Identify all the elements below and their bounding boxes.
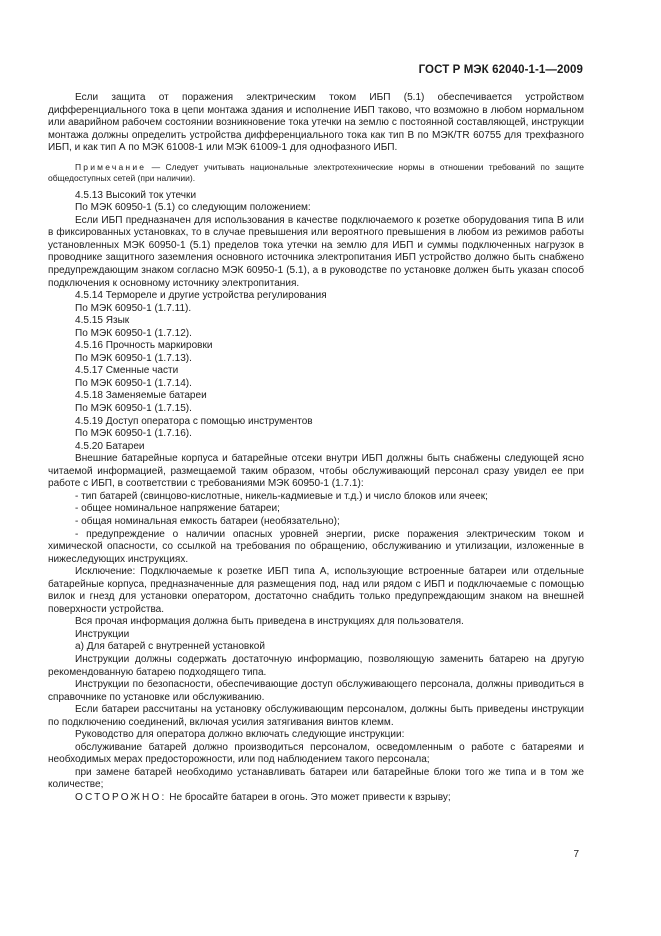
paragraph: Если ИБП предназначен для использования в качестве подключаемого к розетке оборудования типа В или в фиксированных установках, то в случае превышения или вероятного превышения в любом из режимов работы установленных МЭК 60950-1 (5.1) пределов тока утечки на землю для ИБП и суммы подключенных нагрузок в проводнике защитного заземления основного источника электропитания ИБП устройство должно быть снабжено предупреждающим знаком согласно МЭК 60950-1 (5.1), а в руководстве по установке должен быть указан способ подключения к основному источнику электропитания. [48, 214, 584, 289]
warning-label: ОСТОРОЖНО: [75, 791, 167, 803]
note-text: — Следует учитывать национальные электротехнические нормы в отношении требований по защите общедоступных сетей (при наличии). [48, 161, 584, 184]
list-item: - общее номинальное напряжение батареи; [75, 503, 280, 515]
paragraph: Руководство для оператора должно включать следующие инструкции: [75, 729, 405, 741]
reference-line: По МЭК 60950-1 (1.7.12). [75, 327, 192, 339]
section-heading-4-5-13: 4.5.13 Высокий ток утечки [75, 189, 197, 201]
list-item: - общая номинальная емкость батареи (необязательно); [75, 515, 340, 527]
note-paragraph [48, 162, 584, 185]
paragraph: По МЭК 60950-1 (5.1) со следующим положением: [75, 202, 311, 214]
paragraph: Если батареи рассчитаны на установку обслуживающим персоналом, должны быть приведены инструкции по подключению соединений, включая усилия затягивания винтов клемм. [48, 704, 584, 728]
document-header: ГОСТ Р МЭК 62040-1-1—2009 [418, 64, 583, 76]
warning-line [48, 792, 584, 805]
reference-line: По МЭК 60950-1 (1.7.16). [75, 428, 192, 440]
section-heading-4-5-19: 4.5.19 Доступ оператора с помощью инструментов [75, 415, 313, 427]
paragraph: Инструкции должны содержать достаточную информацию, позволяющую заменить батарею на другую рекомендованную батарею подходящего типа. [48, 653, 584, 678]
section-heading-4-5-16: 4.5.16 Прочность маркировки [75, 340, 213, 352]
page-body [48, 92, 584, 805]
section-heading-4-5-18: 4.5.18 Заменяемые батареи [75, 390, 207, 402]
paragraph: при замене батарей необходимо устанавливать батареи или батарейные блоки того же типа и в том же количестве; [48, 766, 584, 791]
section-heading-4-5-15: 4.5.15 Язык [75, 315, 130, 327]
page-number: 7 [573, 849, 579, 860]
list-item: - предупреждение о наличии опасных уровней энергии, риске поражения электрическим током и химической опасности, со ссылкой на требования по обращению, обслуживанию и утилизации, изложенные в нижеследующих инструкциях. [48, 528, 584, 565]
section-heading-4-5-20: 4.5.20 Батареи [75, 440, 145, 452]
subsection-heading: а) Для батарей с внутренней установкой [75, 641, 265, 653]
reference-line: По МЭК 60950-1 (1.7.11). [75, 302, 192, 314]
paragraph: Внешние батарейные корпуса и батарейные отсеки внутри ИБП должны быть снабжены следующей ясно читаемой информацией, размещаемой таким образом, чтобы обслуживающий персонал сразу увидел ее при работе с ИБП, в соответствии с требованиями МЭК 60950-1 (1.7.1): [48, 453, 584, 490]
section-heading-4-5-14: 4.5.14 Термореле и другие устройства регулирования [75, 290, 327, 302]
list-item: - тип батарей (свинцово-кислотные, никель-кадмиевые и т.д.) и число блоков или ячеек; [75, 490, 488, 502]
paragraph: обслуживание батарей должно производиться персоналом, осведомленным о работе с батареями и необходимых мерах предосторожности, или под наблюдением такого персонала; [48, 741, 584, 766]
reference-line: По МЭК 60950-1 (1.7.15). [75, 403, 192, 415]
paragraph: Вся прочая информация должна быть приведена в инструкциях для пользователя. [75, 616, 464, 628]
reference-line: По МЭК 60950-1 (1.7.14). [75, 377, 192, 389]
exception-paragraph: Исключение: Подключаемые к розетке ИБП типа А, использующие встроенные батареи или отдельные батарейные корпуса, предназначенные для размещения под, над или рядом с ИБП и подключаемые с помощью вилок и гнезд для установки оператором, достаточно снабдить только предупреждающим знаком на внешней поверхности устройства. [48, 566, 584, 615]
paragraph: Инструкции по безопасности, обеспечивающие доступ обслуживающего персонала, должны приводиться в справочнике по установке или обслуживанию. [48, 679, 584, 703]
warning-text: Не бросайте батареи в огонь. Это может привести к взрыву; [166, 791, 451, 803]
section-heading-4-5-17: 4.5.17 Сменные части [75, 365, 179, 377]
instructions-heading: Инструкции [75, 628, 130, 640]
paragraph: Если защита от поражения электрическим током ИБП (5.1) обеспечивается устройством дифференциального тока в цепи монтажа здания и исполнение ИБП таково, что возможно в любом нормальном или аварийном рабочем состоянии возникновение тока утечки на землю с постоянной составляющей, инструкции монтажа должны определить устройства дифференциального тока как тип В по МЭК/TR 60755 для трехфазного ИБП, и как тип А по МЭК 61008-1 или МЭК 61009-1 для однофазного ИБП. [48, 92, 584, 154]
note-label: Примечание [75, 161, 147, 172]
reference-line: По МЭК 60950-1 (1.7.13). [75, 352, 192, 364]
